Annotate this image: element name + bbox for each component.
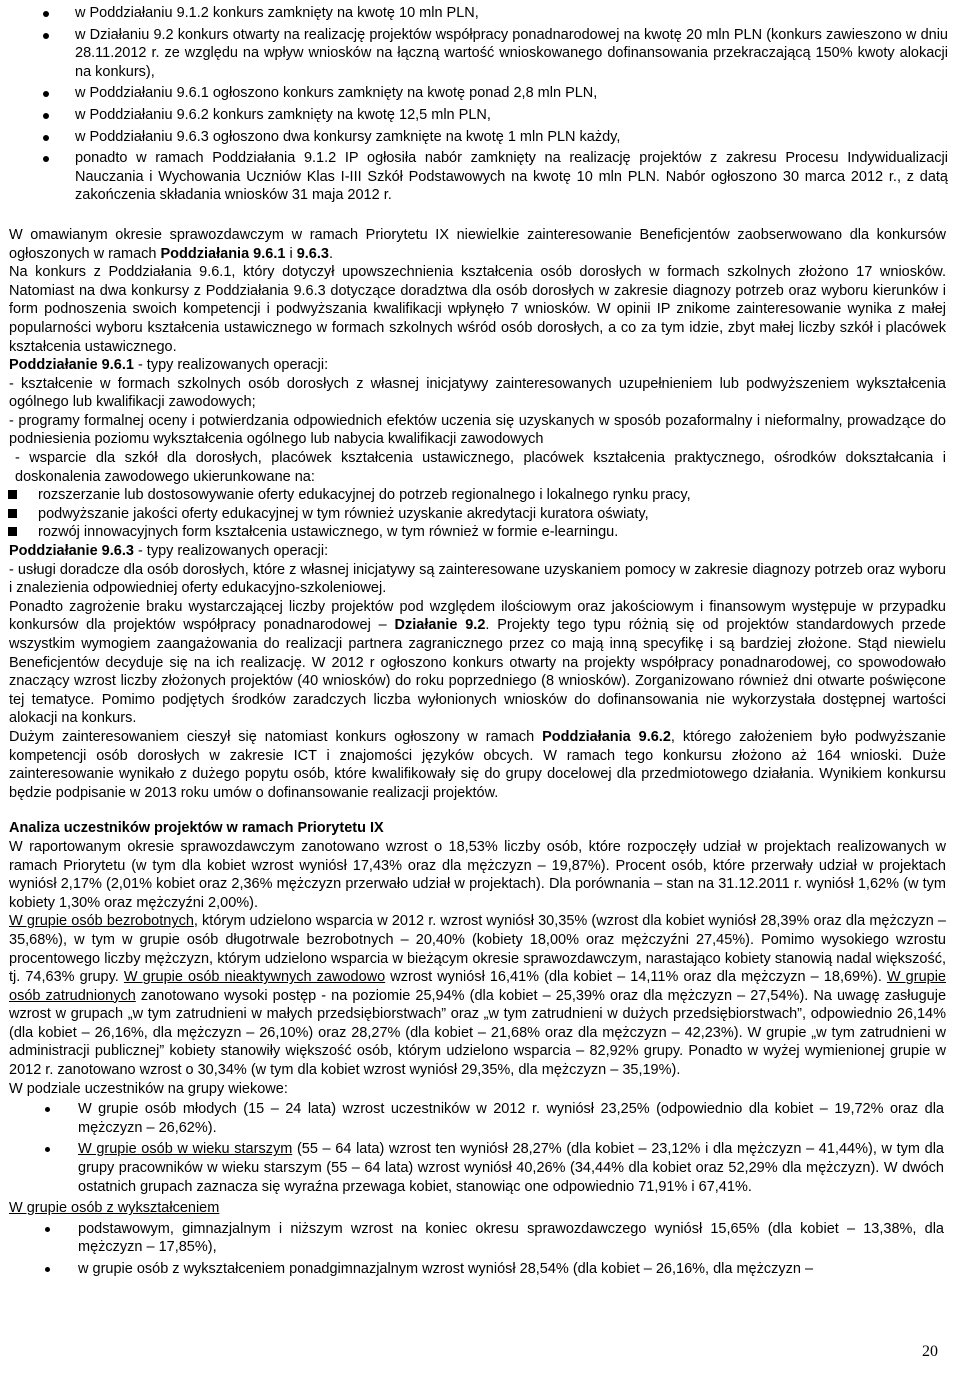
body-text xyxy=(0,226,960,486)
section-heading: Analiza uczestników projektów w ramach Priorytetu IX xyxy=(9,820,384,837)
education-bullet-list xyxy=(0,1220,960,1279)
paragraph-contests: Na konkurs z Poddziałania 9.6.1, który dotyczył upowszechnienia kształcenia osób dorosłych w formach szkolnych złożono 17 wniosków. Natomiast na dwa konkursy z Poddziałania 9.6.3 dotyczące doradztwa dla osób dorosłych w zakresie diagnozy potrzeb oraz wyboru kierunków i form podnoszenia swoich kompetencji i podwyższania kwalifikacji wpłynęło 7 wniosków. W opinii IP znikome zainteresowanie wynika z małej popularności wyboru kształcenia ustawicznego w formach szkolnych wśród osób dorosłych, a co za tym idzie, zbyt małej liczby szkół i placówek kształcenia ustawicznego. xyxy=(9,264,946,355)
list-item: rozwój innowacyjnych form kształcenia ustawicznego, w tym również w formie e-learningu. xyxy=(38,523,946,542)
paragraph-groups: W grupie osób bezrobotnych, którym udzielono wsparcia w 2012 r. wzrost wyniósł 30,35% (wzrost dla kobiet wyniósł 28,39% oraz dla mężczyzn – 35,68%), w tym w grupie osób długotrwale bezrobotnych – 20,40% (kobiety 18,00% oraz mężczyźni 27,45%). Pomimo wysokiego wzrostu procentowego liczby mężczyzn, którym udzielono wsparcia w bieżącym okresie sprawozdawczym, narastająco kobiety stanowią nadal większość, tj. 74,63% grupy. W grupie osób nieaktywnych zawodowo wzrost wyniósł 16,41% (dla kobiet – 14,11% oraz dla mężczyzn – 18,69%). W grupie osób zatrudnionych zanotowano wysoki postęp - na poziomie 25,94% (dla kobiet – 25,39% oraz dla mężczyzn – 27,54%). Na uwagę zasługuje wzrost w grupach „w tym zatrudnieni w małych przedsiębiorstwach” oraz „w tym zatrudnieni w dużych przedsiębiorstwach”, odpowiednio 26,14% (dla kobiet – 26,16%, dla mężczyzn – 26,10%) oraz 28,27% (dla kobiet – 21,68% oraz dla mężczyzn – 42,23%). W grupie „w tym zatrudnieni w administracji publicznej” kobiety stanowiły większość osób, którym udzielono wsparcia – 82,92% grupy. Ponadto w wyżej wymienionej grupie w 2012 r. zanotowano wzrost o 30,34% (w tym dla kobiet wzrost wyniósł 29,35%, dla mężczyzn – 35,19%). xyxy=(9,913,947,1079)
age-groups-intro: W podziale uczestników na grupy wiekowe: xyxy=(9,1080,288,1097)
list-item: W grupie osób w wieku starszym (55 – 64 lata) wzrost ten wyniósł 28,27% (dla kobiet – 23,12% i dla mężczyzn – 41,44%), w tym dla grupy pracowników w wieku starszym (55 – 64 lata) wzrost wyniósł 40,26% (34,44% dla kobiet oraz 52,29% dla mężczyzn). W dwóch ostatnich grupach zaznacza się wyraźna przewaga kobiet, stanowiąc one odpowiednio 71,91% i 67,41%. xyxy=(78,1141,944,1195)
list-item: w Działaniu 9.2 konkurs otwarty na realizację projektów współpracy ponadnarodowej na kwotę 20 mln PLN (konkurs zawieszono w dniu 28.11.2012 r. ze względu na wpływ wniosków na łączną wartość wnioskowanego dofinansowania przekraczającą 150% kwoty alokacji na konkurs), xyxy=(75,26,948,80)
operation-type-line: - kształcenie w formach szkolnych osób dorosłych z własnej inicjatywy zainteresowanych uzupełnieniem lub podwyższeniem wykształcenia ogólnego lub kwalifikacji zawodowych; xyxy=(9,375,946,411)
list-item: W grupie osób młodych (15 – 24 lata) wzrost uczestników w 2012 r. wyniósł 23,25% (odpowiednio dla kobiet – 19,72% oraz dla mężczyzn – 26,62%). xyxy=(78,1101,944,1136)
age-bullet-list xyxy=(0,1100,960,1196)
list-item: podwyższanie jakości oferty edukacyjnej w tym również uzyskanie akredytacji kuratora oświaty, xyxy=(38,505,946,524)
operation-type-line: - wsparcie dla szkół dla dorosłych, placówek kształcenia ustawicznego, placówek kształcenia praktycznego, ośrodków dokształcania i doskonalenia zawodowego ukierunkowane na: xyxy=(15,450,946,485)
education-heading: W grupie osób z wykształceniem xyxy=(9,1200,220,1217)
list-item: w Poddziałaniu 9.6.3 ogłoszono dwa konkursy zamknięte na kwotę 1 mln PLN każdy, xyxy=(75,128,948,147)
subsection-heading-961: Poddziałanie 9.6.1 - typy realizowanych operacji: xyxy=(9,357,329,374)
square-bullet-list xyxy=(0,486,960,542)
list-item: ponadto w ramach Poddziałania 9.1.2 IP ogłosiła nabór zamknięty na realizację projektów z zakresu Procesu Indywidualizacji Nauczania i Wychowania Uczniów Klas I-III Szkół Podstawowych na kwotę 10 mln PLN. Nabór ogłoszono 30 marca 2012 r., z datą zakończenia składania wniosków 31 maja 2012 r. xyxy=(75,150,948,204)
list-item: podstawowym, gimnazjalnym i niższym wzrost na koniec okresu sprawozdawczego wyniósł 15,65% (dla kobiet – 13,38%, dla mężczyzn – 17,85%), xyxy=(78,1220,944,1256)
list-item: w Poddziałaniu 9.6.1 ogłoszono konkurs zamknięty na kwotę ponad 2,8 mln PLN, xyxy=(75,84,948,103)
list-item: w grupie osób z wykształceniem ponadgimnazjalnym wzrost wyniósł 28,54% (dla kobiet – 26,16%, dla mężczyzn – xyxy=(78,1260,944,1279)
paragraph-action-92: Ponadto zagrożenie braku wystarczającej liczby projektów pod względem ilościowym oraz jakościowym i finansowym występuje w przypadku konkursów dla projektów współpracy ponadnarodowej – Działanie 9.2. Projekty tego typu różnią się od projektów standardowych przede wszystkim wymogiem zaangażowania do realizacji partnera zagranicznego przez co mają inną specyfikę i są bardziej złożone. Stąd niewielu Beneficjentów decyduje się na ich realizację. W 2012 r ogłoszono konkurs otwarty na projekty współpracy ponadnarodowej, co spowodowało znaczący wzrost liczby złożonych projektów (40 wniosków) do roku poprzedniego (8 wniosków). Zorganizowano również dni otwarte poświęcone tej tematyce. Pomimo podjętych środków zaradczych liczba wyłonionych wniosków do dofinansowania nie wykorzystała dostępnej wartości alokacji na konkurs. xyxy=(9,598,946,727)
list-item: rozszerzanie lub dostosowywanie oferty edukacyjnej do potrzeb regionalnego i lokalnego rynku pracy, xyxy=(38,486,946,505)
operation-type-line: - usługi doradcze dla osób dorosłych, które z własnej inicjatywy są zainteresowane uzyskaniem pomocy w zakresie diagnozy potrzeb oraz wyboru i znalezienia odpowiedniej oferty edukacyjno-szkoleniowej. xyxy=(9,561,946,597)
list-item: w Poddziałaniu 9.1.2 konkurs zamknięty na kwotę 10 mln PLN, xyxy=(75,4,948,23)
list-item: w Poddziałaniu 9.6.2 konkurs zamknięty na kwotę 12,5 mln PLN, xyxy=(75,106,948,125)
paragraph-participants: W raportowanym okresie sprawozdawczym zanotowano wzrost o 18,53% liczby osób, które rozpoczęły udział w projektach realizowanych w ramach Priorytetu (w tym dla kobiet wzrost wyniósł 17,43% oraz dla mężczyzn – 19,87%). Procent osób, które przerwały udział w projektach wyniósł 2,17% (2,01% kobiet oraz 2,36% mężczyzn przerwało udział w projektach). Dla porównania – stan na 31.12.2011 r. wyniósł 1,62% (w tym kobiety 1,30% oraz mężczyźni 2,00%). xyxy=(9,838,946,911)
subsection-heading-963: Poddziałanie 9.6.3 - typy realizowanych operacji: xyxy=(9,543,329,560)
body-text xyxy=(0,542,960,1098)
operation-type-line: - programy formalnej oceny i potwierdzania odpowiednich efektów uczenia się uzyskanych w sposób pozaformalny i nieformalny, prowadzące do podniesienia poziomu wykształcenia ogólnego lub nabycia kwalifikacji zawodowych xyxy=(9,412,946,448)
intro-bullet-list xyxy=(0,4,960,205)
paragraph-interest: W omawianym okresie sprawozdawczym w ramach Priorytetu IX niewielkie zainteresowanie Beneficjentów zaobserwowano dla konkursów ogłoszonych w ramach Poddziałania 9.6.1 i 9.6.3. xyxy=(9,226,946,262)
body-text xyxy=(0,1199,960,1218)
page-number: 20 xyxy=(922,1343,938,1361)
paragraph-subaction-962: Dużym zainteresowaniem cieszył się natomiast konkurs ogłoszony w ramach Poddziałania 9.6.2, którego założeniem było podwyższanie kompetencji osób dorosłych w zakresie ICT i znajomości języków obcych. W ramach tego konkursu złożono aż 164 wnioski. Duże zainteresowanie wynikało z dużego popytu osób, które kwalifikowały się do grupy docelowej dla przedmiotowego działania. Wynikiem konkursu będzie podpisanie w 2013 roku umów o dofinansowanie realizacji projektów. xyxy=(9,728,946,801)
